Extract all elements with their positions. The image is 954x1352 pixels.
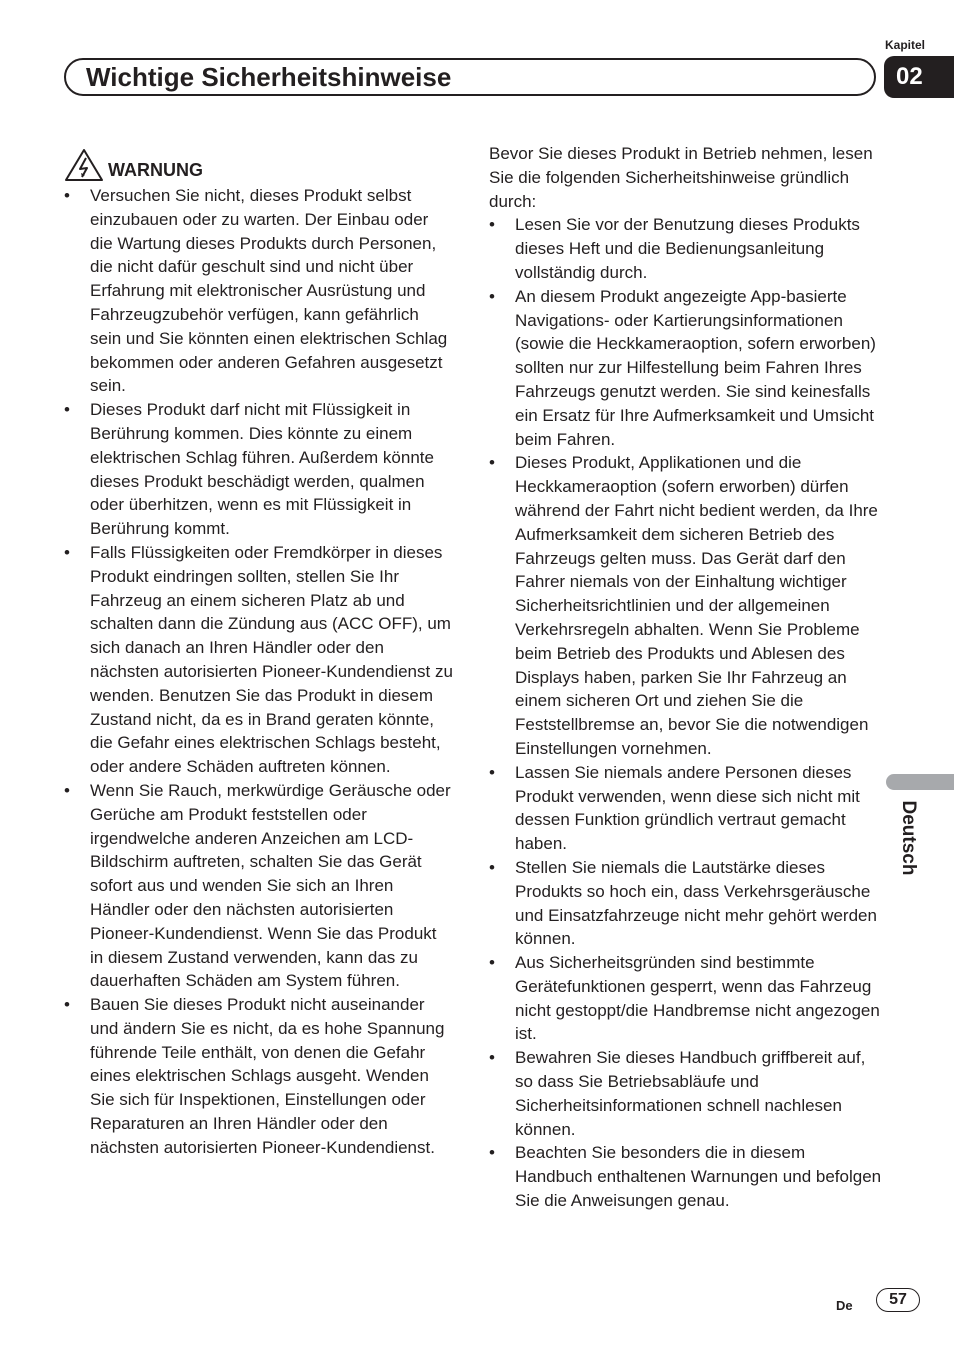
- list-item: • Dieses Produkt darf nicht mit Flüssigkeit in Berührung kommen. Dies könnte zu einem elektrischen Schlag führen. Außerdem könnte dieses Produkt beschädigt werden, qualmen oder überhitzen, wenn es mit Flüssigkeit in Berührung kommt.: [64, 398, 454, 541]
- chapter-number-badge: 02: [884, 56, 954, 98]
- list-item: • Beachten Sie besonders die in diesem Handbuch enthaltenen Warnungen und befolgen Sie die Anweisungen genau.: [489, 1141, 884, 1212]
- page-number: 57: [876, 1288, 920, 1312]
- list-item: • Bewahren Sie dieses Handbuch griffbereit auf, so dass Sie Betriebsabläufe und Sicherheitsinformationen schnell nachlesen können.: [489, 1046, 884, 1141]
- page-title: Wichtige Sicherheitshinweise: [86, 62, 452, 92]
- list-item: • Aus Sicherheitsgründen sind bestimmte Gerätefunktionen gesperrt, wenn das Fahrzeug nicht gestoppt/die Handbremse nicht angezogen ist.: [489, 951, 884, 1046]
- warning-title: WARNUNG: [108, 160, 203, 181]
- language-tab: [886, 774, 954, 790]
- list-item: • Bauen Sie dieses Produkt nicht auseinander und ändern Sie es nicht, da es hohe Spannung führende Teile enthält, von denen die Gefahr eines elektrischen Schlags ausgeht. Wenden Sie sich für Inspektionen, Einstellungen oder Reparaturen an Ihren Händler oder den nächsten autorisierten Pioneer-Kundendienst.: [64, 993, 454, 1160]
- warning-header: [64, 146, 454, 184]
- right-column: [489, 142, 884, 1213]
- list-item: • Lesen Sie vor der Benutzung dieses Produkts dieses Heft und die Bedienungsanleitung vollständig durch.: [489, 213, 884, 284]
- list-item: • Wenn Sie Rauch, merkwürdige Geräusche oder Gerüche am Produkt feststellen oder irgendwelche anderen Anzeichen am LCD-Bildschirm auftreten, schalten Sie das Gerät sofort aus und wenden Sie sich an Ihren Händler oder den nächsten autorisierten Pioneer-Kundendienst. Wenn Sie das Produkt in diesem Zustand verwenden, kann das zu dauerhaften Schäden am System führen.: [64, 779, 454, 993]
- left-column: [64, 146, 454, 1160]
- list-item: • Lassen Sie niemals andere Personen dieses Produkt verwenden, wenn diese sich nicht mit dessen Funktion gründlich vertraut gemacht haben.: [489, 761, 884, 856]
- page-title-bar: [64, 58, 876, 96]
- warning-triangle-icon: [64, 148, 104, 182]
- list-item: • Dieses Produkt, Applikationen und die Heckkameraoption (sofern erworben) dürfen während der Fahrt nicht bedient werden, da Ihre Aufmerksamkeit dem sicheren Betrieb des Fahrzeugs gelten muss. Das Gerät darf den Fahrer niemals von der Einhaltung wichtiger Sicherheitsrichtlinien und der allgemeinen Verkehrsregeln abhalten. Wenn Sie Probleme beim Betrieb des Produkts und Ablesen des Displays haben, parken Sie Ihr Fahrzeug an einem sicheren Ort und ziehen Sie die Feststellbremse an, bevor Sie die notwendigen Einstellungen vornehmen.: [489, 451, 884, 760]
- language-tab-label: Deutsch: [898, 800, 919, 876]
- list-item: • Falls Flüssigkeiten oder Fremdkörper in dieses Produkt eindringen sollten, stellen Sie Ihr Fahrzeug an einem sicheren Platz ab und schalten dann die Zündung aus (ACC OFF), um sich danach an Ihren Händler oder den nächsten autorisierten Pioneer-Kundendienst zu wenden. Benutzen Sie das Produkt in diesem Zustand nicht, da es in Brand geraten könnte, die Gefahr eines elektrischen Schlags besteht, oder andere Schäden auftreten können.: [64, 541, 454, 779]
- list-item: • An diesem Produkt angezeigte App-basierte Navigations- oder Kartierungsinformationen (sowie die Heckkameraoption, sofern erworben) sollten nur zur Hilfestellung beim Fahren Ihres Fahrzeugs genutzt werden. Sie sind keinesfalls ein Ersatz für Ihre Aufmerksamkeit und Umsicht beim Fahren.: [489, 285, 884, 452]
- footer-language-code: De: [836, 1298, 853, 1313]
- intro-paragraph: Bevor Sie dieses Produkt in Betrieb nehmen, lesen Sie die folgenden Sicherheitshinweise gründlich durch:: [489, 144, 873, 211]
- safety-list: [489, 213, 884, 1212]
- list-item: • Versuchen Sie nicht, dieses Produkt selbst einzubauen oder zu warten. Der Einbau oder die Wartung dieses Produkts durch Personen, die nicht dafür geschult sind und nicht über Erfahrung mit elektronischer Ausrüstung und Fahrzeugzubehör verfügen, kann gefährlich sein und Sie könnten einen elektrischen Schlag bekommen oder anderen Gefahren ausgesetzt sein.: [64, 184, 454, 398]
- warning-list: [64, 184, 454, 1160]
- chapter-label: Kapitel: [884, 38, 925, 52]
- list-item: • Stellen Sie niemals die Lautstärke dieses Produkts so hoch ein, dass Verkehrsgeräusche und Einsatzfahrzeuge nicht mehr gehört werden können.: [489, 856, 884, 951]
